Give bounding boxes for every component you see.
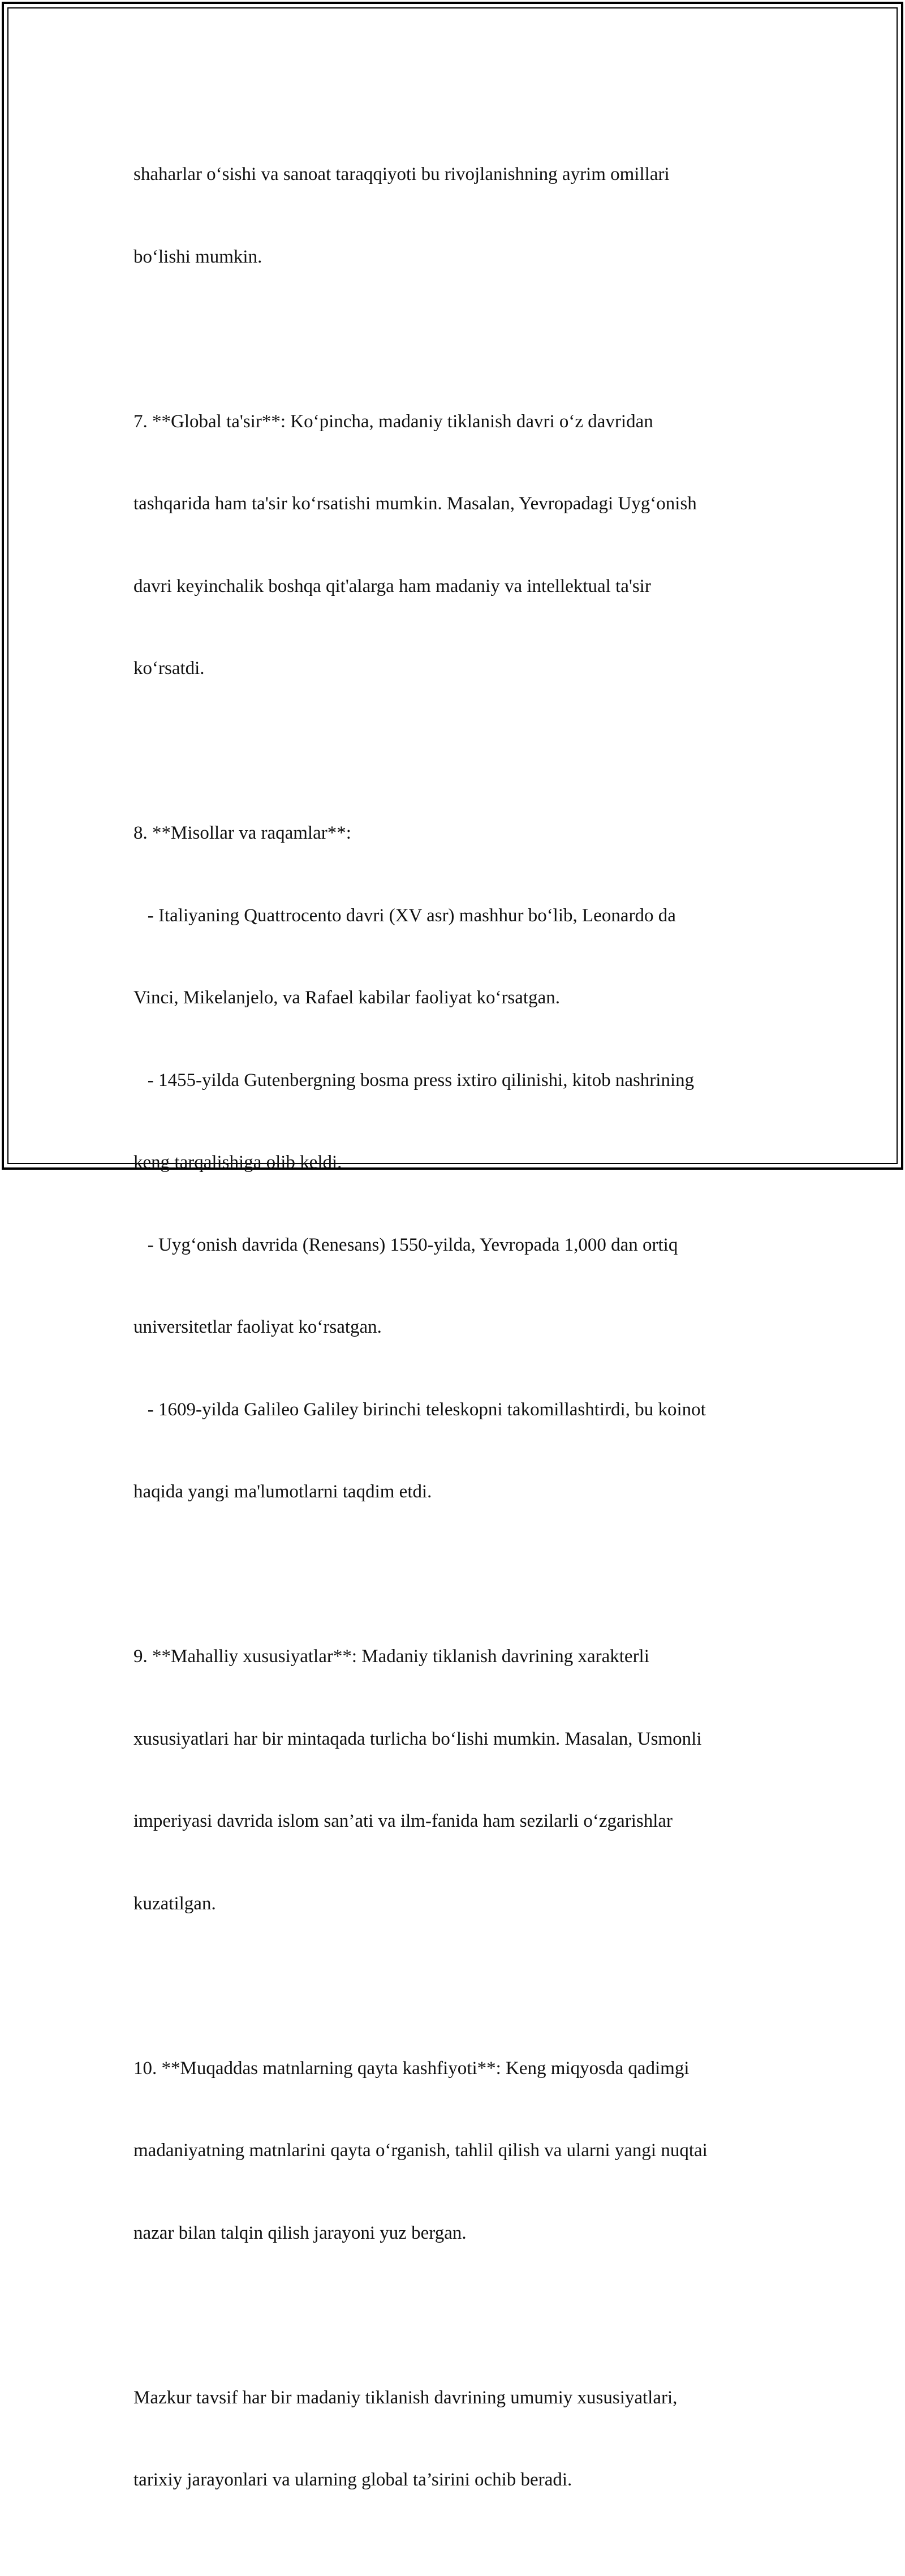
- text-line: Mazkur tavsif har bir madaniy tiklanish davrining umumiy xususiyatlari,: [133, 2387, 678, 2408]
- text-line: xususiyatlari har bir mintaqada turlicha bo‘lishi mumkin. Masalan, Usmonli: [133, 1728, 702, 1749]
- text-line: - Italiyaning Quattrocento davri (XV asr) mashhur bo‘lib, Leonardo da: [133, 905, 676, 926]
- paragraph-global-tasir: [133, 353, 784, 737]
- text-line: - 1609-yilda Galileo Galiley birinchi teleskopni takomillashtirdi, bu koinot: [133, 1399, 706, 1420]
- text-line: 8. **Misollar va raqamlar**:: [133, 823, 351, 843]
- paragraph-misollar: [133, 765, 784, 1561]
- text-line: davri keyinchalik boshqa qit'alarga ham madaniy va intellektual ta'sir: [133, 576, 651, 596]
- text-line: tarixiy jarayonlari va ularning global ta’sirini ochib beradi.: [133, 2470, 572, 2490]
- text-line: nazar bilan talqin qilish jarayoni yuz bergan.: [133, 2222, 467, 2243]
- paragraph-continuation: [133, 106, 784, 325]
- text-line: 9. **Mahalliy xususiyatlar**: Madaniy tiklanish davrining xarakterli: [133, 1646, 649, 1667]
- text-line: - Uyg‘onish davrida (Renesans) 1550-yilda, Yevropada 1,000 dan ortiq: [133, 1234, 678, 1255]
- document-body: [133, 106, 784, 2576]
- paragraph-muqaddas: [133, 2000, 784, 2302]
- text-line: keng tarqalishiga olib keldi.: [133, 1152, 342, 1173]
- text-line: haqida yangi ma'lumotlarni taqdim etdi.: [133, 1482, 432, 1502]
- text-line: 7. **Global ta'sir**: Ko‘pincha, madaniy tiklanish davri o‘z davridan: [133, 411, 653, 432]
- text-line: ko‘rsatdi.: [133, 658, 205, 679]
- text-line: tashqarida ham ta'sir ko‘rsatishi mumkin. Masalan, Yevropadagi Uyg‘onish: [133, 493, 697, 514]
- text-line: shaharlar o‘sishi va sanoat taraqqiyoti bu rivojlanishning ayrim omillari: [133, 164, 670, 184]
- text-line: imperiyasi davrida islom san’ati va ilm-fanida ham sezilarli o‘zgarishlar: [133, 1811, 673, 1831]
- paragraph-conclusion: [133, 2329, 784, 2549]
- text-line: 10. **Muqaddas matnlarning qayta kashfiyoti**: Keng miqyosda qadimgi: [133, 2058, 689, 2079]
- text-line: kuzatilgan.: [133, 1893, 216, 1914]
- text-line: Vinci, Mikelanjelo, va Rafael kabilar faoliyat ko‘rsatgan.: [133, 988, 560, 1008]
- text-line: madaniyatning matnlarini qayta o‘rganish, tahlil qilish va ularni yangi nuqtai: [133, 2140, 708, 2161]
- paragraph-mahalliy: [133, 1588, 784, 1972]
- text-line: bo‘lishi mumkin.: [133, 246, 262, 267]
- text-line: - 1455-yilda Gutenbergning bosma press ixtiro qilinishi, kitob nashrining: [133, 1070, 695, 1090]
- text-line: universitetlar faoliyat ko‘rsatgan.: [133, 1317, 382, 1337]
